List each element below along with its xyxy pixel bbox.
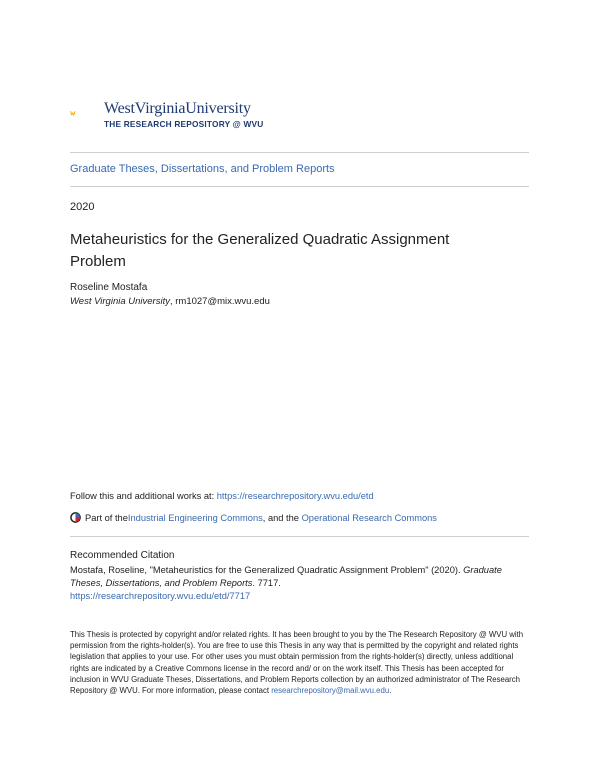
part-of-middle: , and the: [262, 512, 302, 523]
logo-repository-name: THE RESEARCH REPOSITORY @ WVU: [104, 119, 264, 129]
follow-prefix: Follow this and additional works at:: [70, 491, 217, 501]
part-of-prefix: Part of the: [85, 512, 128, 523]
etd-link[interactable]: https://researchrepository.wvu.edu/etd: [216, 491, 374, 501]
contact-email-link[interactable]: researchrepository@mail.wvu.edu: [271, 686, 390, 696]
author-affiliation: [70, 296, 270, 307]
citation-divider: [70, 536, 529, 537]
notice-text: This Thesis is protected by copyright and/or related rights. It has been brought to you by the The Research Repository @ WVU with permission from the rights-holder(s). You are free to use this Thesis in any way that is permitted by the copyright and related rights legislation that applies to your use. For other uses you must obtain permission from the rights-holder(s) directly, unless additional rights are indicated by a Creative Commons license in the record and/ or on the work itself. This Thesis has been accepted for inclusion in WVU Graduate Theses, Dissertations, and Problem Reports collection by an authorized administrator of The Research Repository @ WVU. For more information, please contact: [70, 630, 524, 696]
citation-url-link[interactable]: https://researchrepository.wvu.edu/etd/7717: [70, 591, 251, 601]
series-divider: [70, 186, 529, 187]
part-of-line: [70, 512, 437, 523]
author-email[interactable]: , rm1027@mix.wvu.edu: [169, 296, 270, 307]
top-divider: [70, 152, 529, 153]
wvu-logo-icon[interactable]: [70, 96, 104, 132]
follow-line: [70, 491, 374, 501]
institution: West Virginia University: [70, 296, 170, 307]
citation-number: . 7717.: [252, 578, 281, 588]
author-name: Roseline Mostafa: [70, 282, 148, 293]
citation-series: Graduate Theses, Dissertations, and Problem Reports: [70, 565, 502, 588]
commons-network-icon: [70, 512, 81, 523]
recommended-citation-heading: Recommended Citation: [70, 550, 175, 561]
thesis-title: Metaheuristics for the Generalized Quadratic Assignment Problem: [70, 231, 450, 270]
citation-main: Mostafa, Roseline, "Metaheuristics for the Generalized Quadratic Assignment Problem" (2020).: [70, 565, 464, 575]
logo-university-name: WestVirginiaUniversity: [104, 100, 251, 117]
operational-research-commons-link[interactable]: Operational Research Commons: [301, 512, 437, 523]
copyright-notice: [70, 629, 529, 696]
industrial-engineering-commons-link[interactable]: Industrial Engineering Commons: [127, 512, 263, 523]
notice-end: .: [389, 686, 392, 696]
series-link[interactable]: Graduate Theses, Dissertations, and Problem Reports: [70, 163, 335, 175]
publication-year: 2020: [70, 201, 95, 213]
citation-text: [70, 564, 529, 603]
